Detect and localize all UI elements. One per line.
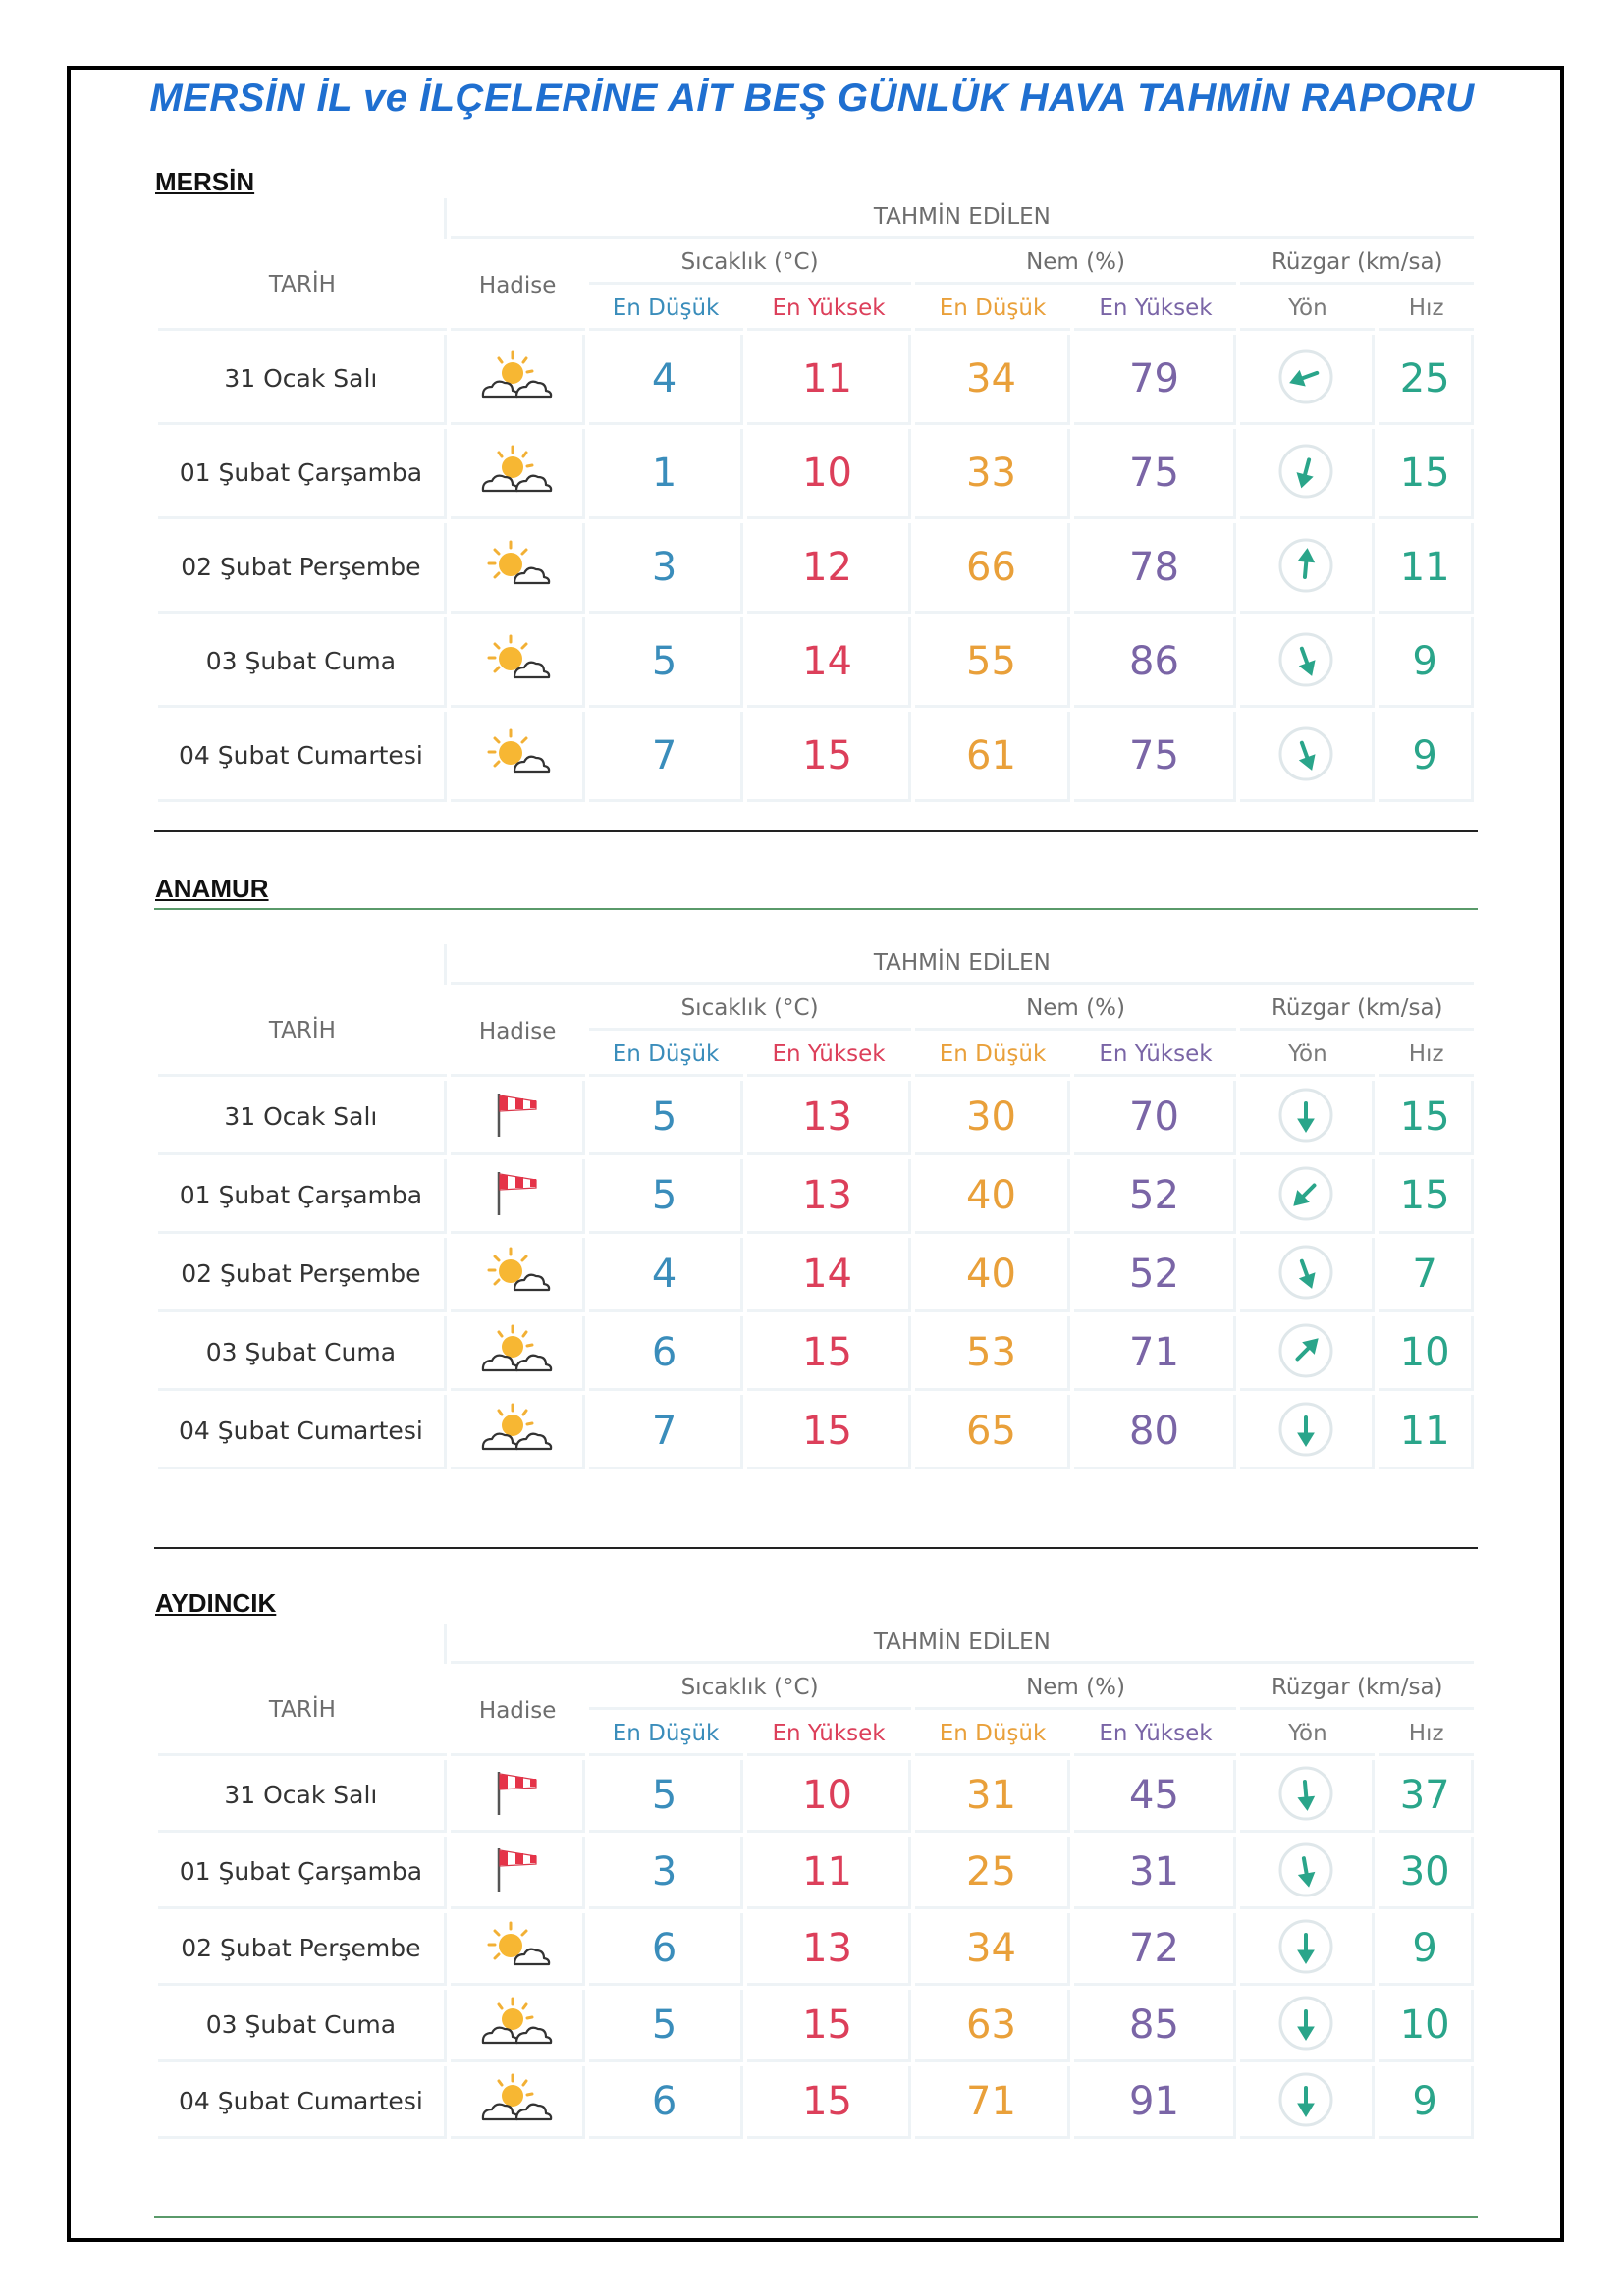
humidity-max-value: 85 bbox=[1074, 1990, 1236, 2062]
temp-min-value: 5 bbox=[589, 617, 743, 708]
temp-min-value: 5 bbox=[589, 1990, 743, 2062]
sun-cloud-icon bbox=[481, 538, 552, 597]
temp-max-value: 15 bbox=[747, 1990, 911, 2062]
predicted-header: TAHMİN EDİLEN bbox=[451, 1624, 1474, 1664]
temp-min-header: En Düşük bbox=[589, 289, 743, 331]
date-header: TARİH bbox=[158, 1668, 447, 1756]
row-date: 31 Ocak Salı bbox=[158, 1760, 447, 1833]
humidity-max-header: En Yüksek bbox=[1074, 289, 1236, 331]
header-spacer bbox=[158, 1624, 447, 1664]
table-row bbox=[158, 1395, 1474, 1469]
humidity-header: Nem (%) bbox=[915, 1668, 1237, 1710]
humidity-min-value: 25 bbox=[915, 1837, 1071, 1909]
wind-speed-value: 11 bbox=[1379, 523, 1474, 614]
temp-max-value: 15 bbox=[747, 2066, 911, 2139]
wind-speed-value: 9 bbox=[1379, 1913, 1474, 1986]
wind-speed-value: 7 bbox=[1379, 1238, 1474, 1312]
humidity-min-header: En Düşük bbox=[915, 1714, 1071, 1756]
humidity-max-value: 80 bbox=[1074, 1395, 1236, 1469]
temp-max-value: 15 bbox=[747, 1395, 911, 1469]
windsock-icon bbox=[487, 1166, 546, 1225]
temp-min-value: 1 bbox=[589, 429, 743, 519]
row-date: 31 Ocak Salı bbox=[158, 1081, 447, 1155]
row-event bbox=[451, 1316, 585, 1391]
section-divider bbox=[154, 830, 1478, 832]
temp-max-value: 13 bbox=[747, 1913, 911, 1986]
partly-cloudy-icon bbox=[477, 2072, 556, 2131]
row-date: 03 Şubat Cuma bbox=[158, 1990, 447, 2062]
wind-speed-value: 15 bbox=[1379, 429, 1474, 519]
predicted-header: TAHMİN EDİLEN bbox=[451, 944, 1474, 985]
temp-min-value: 5 bbox=[589, 1159, 743, 1234]
wind-direction bbox=[1240, 1913, 1375, 1986]
arrow-south-icon bbox=[1276, 2070, 1335, 2133]
wind-header: Rüzgar (km/sa) bbox=[1240, 1668, 1474, 1710]
table-row bbox=[158, 1760, 1474, 1833]
humidity-max-header: En Yüksek bbox=[1074, 1035, 1236, 1077]
arrow-south-icon bbox=[1276, 630, 1335, 693]
temp-min-value: 5 bbox=[589, 1081, 743, 1155]
table-row bbox=[158, 2066, 1474, 2139]
table-row bbox=[158, 1159, 1474, 1234]
humidity-max-value: 78 bbox=[1074, 523, 1236, 614]
forecast-table-anamur bbox=[154, 940, 1478, 1473]
wind-direction bbox=[1240, 1395, 1375, 1469]
arrow-south-icon bbox=[1276, 1243, 1335, 1306]
wind-speed-value: 10 bbox=[1379, 1990, 1474, 2062]
row-date: 31 Ocak Salı bbox=[158, 335, 447, 425]
forecast-table bbox=[154, 940, 1478, 1473]
humidity-min-value: 61 bbox=[915, 712, 1071, 802]
row-date: 02 Şubat Perşembe bbox=[158, 1238, 447, 1312]
row-event bbox=[451, 712, 585, 802]
humidity-max-value: 31 bbox=[1074, 1837, 1236, 1909]
humidity-min-value: 40 bbox=[915, 1159, 1071, 1234]
section-title-anamur: ANAMUR bbox=[155, 874, 269, 903]
humidity-max-value: 75 bbox=[1074, 712, 1236, 802]
humidity-max-value: 45 bbox=[1074, 1760, 1236, 1833]
temp-min-value: 4 bbox=[589, 1238, 743, 1312]
temp-max-value: 13 bbox=[747, 1159, 911, 1234]
wind-direction-header: Yön bbox=[1240, 289, 1375, 331]
table-row bbox=[158, 1837, 1474, 1909]
temp-max-value: 10 bbox=[747, 429, 911, 519]
temp-max-value: 14 bbox=[747, 1238, 911, 1312]
row-event bbox=[451, 335, 585, 425]
humidity-max-value: 71 bbox=[1074, 1316, 1236, 1391]
temp-min-value: 6 bbox=[589, 2066, 743, 2139]
wind-speed-value: 37 bbox=[1379, 1760, 1474, 1833]
row-event bbox=[451, 2066, 585, 2139]
wind-header: Rüzgar (km/sa) bbox=[1240, 242, 1474, 285]
humidity-min-value: 40 bbox=[915, 1238, 1071, 1312]
temp-min-value: 7 bbox=[589, 1395, 743, 1469]
humidity-max-value: 72 bbox=[1074, 1913, 1236, 1986]
event-header: Hadise bbox=[451, 242, 585, 331]
wind-speed-value: 9 bbox=[1379, 617, 1474, 708]
humidity-max-value: 91 bbox=[1074, 2066, 1236, 2139]
forecast-table bbox=[154, 194, 1478, 806]
wind-direction bbox=[1240, 617, 1375, 708]
humidity-max-value: 52 bbox=[1074, 1159, 1236, 1234]
humidity-min-value: 33 bbox=[915, 429, 1071, 519]
wind-direction bbox=[1240, 1990, 1375, 2062]
humidity-min-value: 31 bbox=[915, 1760, 1071, 1833]
wind-speed-value: 30 bbox=[1379, 1837, 1474, 1909]
humidity-min-header: En Düşük bbox=[915, 1035, 1071, 1077]
row-event bbox=[451, 523, 585, 614]
arrow-south-icon bbox=[1276, 1917, 1335, 1980]
section-divider bbox=[154, 2216, 1478, 2218]
arrow-south-icon bbox=[1276, 1086, 1335, 1148]
row-event bbox=[451, 1837, 585, 1909]
temp-min-value: 7 bbox=[589, 712, 743, 802]
temp-min-value: 3 bbox=[589, 1837, 743, 1909]
temp-min-value: 6 bbox=[589, 1913, 743, 1986]
wind-speed-value: 25 bbox=[1379, 335, 1474, 425]
wind-direction bbox=[1240, 523, 1375, 614]
row-date: 04 Şubat Cumartesi bbox=[158, 2066, 447, 2139]
temp-min-value: 4 bbox=[589, 335, 743, 425]
forecast-table-mersin bbox=[154, 194, 1478, 806]
humidity-min-value: 53 bbox=[915, 1316, 1071, 1391]
windsock-icon bbox=[487, 1766, 546, 1825]
wind-speed-header: Hız bbox=[1379, 289, 1474, 331]
temperature-header: Sıcaklık (°C) bbox=[589, 1668, 911, 1710]
temp-min-header: En Düşük bbox=[589, 1714, 743, 1756]
table-row bbox=[158, 429, 1474, 519]
windsock-icon bbox=[487, 1088, 546, 1147]
wind-direction-header: Yön bbox=[1240, 1714, 1375, 1756]
table-row bbox=[158, 712, 1474, 802]
temp-max-value: 11 bbox=[747, 1837, 911, 1909]
event-header: Hadise bbox=[451, 988, 585, 1077]
humidity-max-value: 70 bbox=[1074, 1081, 1236, 1155]
wind-direction bbox=[1240, 712, 1375, 802]
sun-cloud-icon bbox=[481, 1919, 552, 1978]
temperature-header: Sıcaklık (°C) bbox=[589, 988, 911, 1031]
humidity-min-value: 65 bbox=[915, 1395, 1071, 1469]
wind-direction bbox=[1240, 1081, 1375, 1155]
humidity-min-value: 66 bbox=[915, 523, 1071, 614]
table-row bbox=[158, 1081, 1474, 1155]
humidity-min-header: En Düşük bbox=[915, 289, 1071, 331]
humidity-header: Nem (%) bbox=[915, 242, 1237, 285]
row-event bbox=[451, 1990, 585, 2062]
partly-cloudy-icon bbox=[477, 444, 556, 503]
wind-direction bbox=[1240, 1760, 1375, 1833]
row-event bbox=[451, 1081, 585, 1155]
row-event bbox=[451, 1238, 585, 1312]
arrow-north-icon bbox=[1276, 536, 1335, 599]
wind-direction bbox=[1240, 1837, 1375, 1909]
wind-direction bbox=[1240, 1159, 1375, 1234]
arrow-south-icon bbox=[1276, 1994, 1335, 2056]
humidity-max-value: 79 bbox=[1074, 335, 1236, 425]
wind-speed-value: 15 bbox=[1379, 1159, 1474, 1234]
temp-max-value: 15 bbox=[747, 712, 911, 802]
row-date: 03 Şubat Cuma bbox=[158, 1316, 447, 1391]
row-event bbox=[451, 1760, 585, 1833]
humidity-min-value: 55 bbox=[915, 617, 1071, 708]
table-row bbox=[158, 523, 1474, 614]
forecast-table bbox=[154, 1620, 1478, 2143]
table-row bbox=[158, 1913, 1474, 1986]
row-date: 01 Şubat Çarşamba bbox=[158, 429, 447, 519]
wind-speed-value: 10 bbox=[1379, 1316, 1474, 1391]
table-row bbox=[158, 1238, 1474, 1312]
section-divider bbox=[154, 1547, 1478, 1549]
row-date: 02 Şubat Perşembe bbox=[158, 1913, 447, 1986]
temp-min-value: 5 bbox=[589, 1760, 743, 1833]
sun-cloud-icon bbox=[481, 1245, 552, 1304]
humidity-min-value: 30 bbox=[915, 1081, 1071, 1155]
arrow-southwest-icon bbox=[1276, 1164, 1335, 1227]
wind-direction bbox=[1240, 335, 1375, 425]
wind-direction-header: Yön bbox=[1240, 1035, 1375, 1077]
header-spacer bbox=[158, 944, 447, 985]
humidity-max-value: 75 bbox=[1074, 429, 1236, 519]
wind-direction bbox=[1240, 429, 1375, 519]
temp-min-value: 3 bbox=[589, 523, 743, 614]
table-row bbox=[158, 1990, 1474, 2062]
humidity-max-value: 86 bbox=[1074, 617, 1236, 708]
date-header: TARİH bbox=[158, 242, 447, 331]
temp-max-value: 13 bbox=[747, 1081, 911, 1155]
arrow-northeast-icon bbox=[1276, 1321, 1335, 1384]
temp-min-value: 6 bbox=[589, 1316, 743, 1391]
humidity-min-value: 63 bbox=[915, 1990, 1071, 2062]
temp-max-header: En Yüksek bbox=[747, 289, 911, 331]
humidity-max-value: 52 bbox=[1074, 1238, 1236, 1312]
arrow-south-icon bbox=[1276, 442, 1335, 505]
wind-direction bbox=[1240, 2066, 1375, 2139]
partly-cloudy-icon bbox=[477, 1402, 556, 1461]
wind-speed-header: Hız bbox=[1379, 1035, 1474, 1077]
sun-cloud-icon bbox=[481, 632, 552, 691]
temp-max-header: En Yüksek bbox=[747, 1714, 911, 1756]
humidity-min-value: 71 bbox=[915, 2066, 1071, 2139]
row-event bbox=[451, 617, 585, 708]
event-header: Hadise bbox=[451, 1668, 585, 1756]
row-event bbox=[451, 429, 585, 519]
row-date: 01 Şubat Çarşamba bbox=[158, 1837, 447, 1909]
predicted-header: TAHMİN EDİLEN bbox=[451, 198, 1474, 239]
temp-max-header: En Yüksek bbox=[747, 1035, 911, 1077]
sun-cloud-icon bbox=[481, 726, 552, 785]
humidity-min-value: 34 bbox=[915, 1913, 1071, 1986]
row-date: 04 Şubat Cumartesi bbox=[158, 1395, 447, 1469]
row-event bbox=[451, 1159, 585, 1234]
humidity-header: Nem (%) bbox=[915, 988, 1237, 1031]
wind-speed-value: 9 bbox=[1379, 712, 1474, 802]
arrow-south-icon bbox=[1276, 1841, 1335, 1903]
wind-speed-value: 15 bbox=[1379, 1081, 1474, 1155]
report-title: MERSİN İL ve İLÇELERİNE AİT BEŞ GÜNLÜK HAVA TAHMİN RAPORU bbox=[149, 77, 1475, 120]
row-date: 02 Şubat Perşembe bbox=[158, 523, 447, 614]
wind-speed-value: 11 bbox=[1379, 1395, 1474, 1469]
forecast-table-aydincik bbox=[154, 1620, 1478, 2143]
row-date: 04 Şubat Cumartesi bbox=[158, 712, 447, 802]
temp-max-value: 10 bbox=[747, 1760, 911, 1833]
wind-speed-header: Hız bbox=[1379, 1714, 1474, 1756]
date-header: TARİH bbox=[158, 988, 447, 1077]
wind-speed-value: 9 bbox=[1379, 2066, 1474, 2139]
section-title-aydincik: AYDINCIK bbox=[155, 1588, 277, 1618]
arrow-southwest-icon bbox=[1276, 347, 1335, 410]
row-event bbox=[451, 1395, 585, 1469]
temp-max-value: 15 bbox=[747, 1316, 911, 1391]
humidity-min-value: 34 bbox=[915, 335, 1071, 425]
table-row bbox=[158, 617, 1474, 708]
row-date: 01 Şubat Çarşamba bbox=[158, 1159, 447, 1234]
temp-max-value: 14 bbox=[747, 617, 911, 708]
row-event bbox=[451, 1913, 585, 1986]
partly-cloudy-icon bbox=[477, 1996, 556, 2055]
row-date: 03 Şubat Cuma bbox=[158, 617, 447, 708]
wind-direction bbox=[1240, 1238, 1375, 1312]
arrow-south-icon bbox=[1276, 1764, 1335, 1827]
arrow-south-icon bbox=[1276, 724, 1335, 787]
temp-min-header: En Düşük bbox=[589, 1035, 743, 1077]
section-title-mersin: MERSİN bbox=[155, 167, 255, 196]
humidity-max-header: En Yüksek bbox=[1074, 1714, 1236, 1756]
windsock-icon bbox=[487, 1842, 546, 1901]
table-row bbox=[158, 335, 1474, 425]
temp-max-value: 12 bbox=[747, 523, 911, 614]
partly-cloudy-icon bbox=[477, 1323, 556, 1382]
temperature-header: Sıcaklık (°C) bbox=[589, 242, 911, 285]
wind-direction bbox=[1240, 1316, 1375, 1391]
partly-cloudy-icon bbox=[477, 349, 556, 408]
temp-max-value: 11 bbox=[747, 335, 911, 425]
section-rule bbox=[154, 908, 1478, 910]
header-spacer bbox=[158, 198, 447, 239]
table-row bbox=[158, 1316, 1474, 1391]
arrow-south-icon bbox=[1276, 1400, 1335, 1463]
wind-header: Rüzgar (km/sa) bbox=[1240, 988, 1474, 1031]
